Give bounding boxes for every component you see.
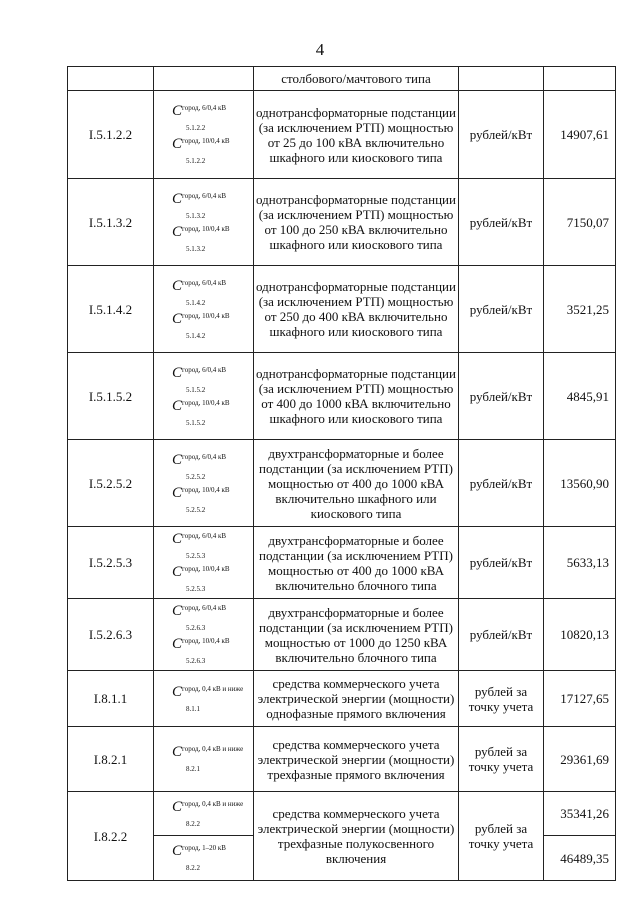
row-value: 29361,69 [544,727,616,792]
symbol-subscript: 8.1.1 [186,704,200,713]
row-code: I.5.1.2.2 [68,91,154,179]
row-unit: рублей за точку учета [459,727,544,792]
row-code: I.5.2.5.3 [68,527,154,599]
row-description: однотрансформаторные подстанции (за исключением РТП) мощностью от 250 до 400 кВА включительно шкафного или киоскового типа [254,266,459,353]
row-code [68,67,154,91]
row-value: 46489,35 [544,836,616,881]
tariff-table [67,66,616,881]
symbol-letter: C [172,484,183,501]
row-formula [154,440,254,527]
symbol-letter: C [172,277,183,294]
symbol-subscript: 8.2.1 [186,765,200,773]
tariff-symbol [172,636,253,666]
tariff-symbol [172,224,253,254]
row-value: 14907,61 [544,91,616,179]
row-description: средства коммерческого учета электрической энергии (мощности) однофазные прямого включения [254,671,459,727]
tariff-symbol [172,311,253,341]
symbol-superscript: город, 0,4 кВ и ниже [182,684,244,693]
symbol-letter: C [172,798,183,815]
row-value: 17127,65 [544,671,616,727]
symbol-letter: C [172,310,183,327]
row-unit: рублей за точку учета [459,671,544,727]
symbol-superscript: город, 1–20 кВ [182,844,226,852]
symbol-letter: C [172,136,183,152]
row-formula [154,67,254,91]
row-unit: рублей/кВт [459,440,544,527]
row-value: 13560,90 [544,440,616,527]
symbol-superscript: город, 10/0,4 кВ [182,398,230,407]
row-formula [154,179,254,266]
symbol-subscript: 5.1.5.2 [186,418,206,427]
row-description: двухтрансформаторные и более подстанции (за исключением РТП) мощностью от 1000 до 1250 кВА включительно блочного типа [254,599,459,671]
row-value: 7150,07 [544,179,616,266]
row-value: 35341,26 [544,792,616,836]
row-formula [154,599,254,671]
page-number: 4 [315,40,325,59]
tariff-symbol [172,744,253,774]
row-description: однотрансформаторные подстанции (за исключением РТП) мощностью от 100 до 250 кВА включительно шкафного или киоскового типа [254,179,459,266]
symbol-superscript: город, 6/0,4 кВ [182,278,227,287]
row-value: 10820,13 [544,599,616,671]
symbol-letter: C [172,843,183,859]
symbol-superscript: город, 6/0,4 кВ [182,452,227,461]
table-row [68,91,616,179]
table-row [68,266,616,353]
table-row [68,353,616,440]
symbol-superscript: город, 10/0,4 кВ [182,485,230,494]
symbol-subscript: 5.2.6.3 [186,624,206,632]
tariff-symbol [172,531,253,561]
symbol-letter: C [172,103,183,119]
tariff-symbol [172,103,253,133]
tariff-symbol [172,603,253,633]
symbol-subscript: 5.2.5.2 [186,505,206,514]
symbol-letter: C [172,603,183,619]
symbol-letter: C [172,364,183,381]
row-formula [154,353,254,440]
symbol-superscript: город, 6/0,4 кВ [182,532,227,540]
symbol-superscript: город, 10/0,4 кВ [182,637,230,645]
row-formula [154,671,254,727]
row-value: 5633,13 [544,527,616,599]
table-row [68,671,616,727]
row-formula [154,792,254,836]
row-code: I.5.1.5.2 [68,353,154,440]
symbol-letter: C [172,636,183,652]
tariff-symbol [172,452,253,482]
tariff-symbol [172,843,253,873]
row-unit: рублей за точку учета [459,792,544,881]
symbol-superscript: город, 10/0,4 кВ [182,565,230,573]
row-code: I.5.2.5.2 [68,440,154,527]
row-code: I.5.2.6.3 [68,599,154,671]
symbol-subscript: 5.1.3.2 [186,244,206,253]
symbol-subscript: 5.2.5.3 [186,552,206,560]
row-code: I.8.1.1 [68,671,154,727]
tariff-symbol [172,485,253,515]
tariff-symbol [172,278,253,308]
symbol-letter: C [172,744,183,760]
row-description: двухтрансформаторные и более подстанции (за исключением РТП) мощностью от 400 до 1000 кВА включительно блочного типа [254,527,459,599]
symbol-subscript: 5.2.5.2 [186,472,206,481]
row-formula [154,527,254,599]
row-description: двухтрансформаторные и более подстанции (за исключением РТП) мощностью от 400 до 1000 кВА включительно шкафного или киоскового типа [254,440,459,527]
symbol-subscript: 8.2.2 [186,819,200,828]
tariff-symbol [172,799,253,829]
symbol-subscript: 5.1.2.2 [186,157,206,165]
symbol-subscript: 5.1.5.2 [186,385,206,394]
table-row [68,179,616,266]
row-value: 4845,91 [544,353,616,440]
symbol-letter: C [172,223,183,240]
symbol-letter: C [172,451,183,468]
symbol-subscript: 5.1.4.2 [186,298,206,307]
row-unit: рублей/кВт [459,527,544,599]
row-formula [154,266,254,353]
table-row [68,527,616,599]
row-value: 3521,25 [544,266,616,353]
row-formula [154,727,254,792]
symbol-superscript: город, 10/0,4 кВ [182,311,230,320]
symbol-subscript: 5.1.3.2 [186,211,206,220]
row-code: I.5.1.3.2 [68,179,154,266]
row-formula [154,836,254,881]
table-row [68,792,616,836]
tariff-symbol [172,136,253,166]
symbol-superscript: город, 0,4 кВ и ниже [182,745,244,753]
row-description: однотрансформаторные подстанции (за исключением РТП) мощностью от 25 до 100 кВА включительно шкафного или киоскового типа [254,91,459,179]
symbol-subscript: 5.2.6.3 [186,657,206,665]
row-description: средства коммерческого учета электрической энергии (мощности) трехфазные полукосвенного включения [254,792,459,881]
symbol-superscript: город, 6/0,4 кВ [182,104,227,112]
row-description: средства коммерческого учета электрической энергии (мощности) трехфазные прямого включения [254,727,459,792]
symbol-letter: C [172,564,183,580]
tariff-symbol [172,398,253,428]
symbol-superscript: город, 6/0,4 кВ [182,604,227,612]
symbol-subscript: 5.1.4.2 [186,331,206,340]
symbol-superscript: город, 6/0,4 кВ [182,191,227,200]
symbol-subscript: 5.1.2.2 [186,124,206,132]
symbol-superscript: город, 6/0,4 кВ [182,365,227,374]
row-code: I.8.2.2 [68,792,154,881]
symbol-letter: C [172,683,183,700]
table-row [68,599,616,671]
symbol-letter: C [172,397,183,414]
row-code: I.8.2.1 [68,727,154,792]
symbol-subscript: 8.2.2 [186,864,200,872]
symbol-superscript: город, 10/0,4 кВ [182,224,230,233]
row-unit: рублей/кВт [459,91,544,179]
row-description: однотрансформаторные подстанции (за исключением РТП) мощностью от 400 до 1000 кВА включительно шкафного или киоскового типа [254,353,459,440]
symbol-subscript: 5.2.5.3 [186,585,206,593]
symbol-letter: C [172,531,183,547]
row-unit: рублей/кВт [459,353,544,440]
tariff-symbol [172,684,253,714]
symbol-letter: C [172,190,183,207]
tariff-symbol [172,365,253,395]
row-description: столбового/мачтового типа [254,67,459,91]
row-unit [459,67,544,91]
table-row [68,440,616,527]
symbol-superscript: город, 10/0,4 кВ [182,137,230,145]
symbol-superscript: город, 0,4 кВ и ниже [182,799,244,808]
table-row [68,727,616,792]
row-unit: рублей/кВт [459,266,544,353]
tariff-symbol [172,564,253,594]
row-value [544,67,616,91]
table-row [68,67,616,91]
tariff-symbol [172,191,253,221]
row-unit: рублей/кВт [459,179,544,266]
row-code: I.5.1.4.2 [68,266,154,353]
row-formula [154,91,254,179]
row-unit: рублей/кВт [459,599,544,671]
